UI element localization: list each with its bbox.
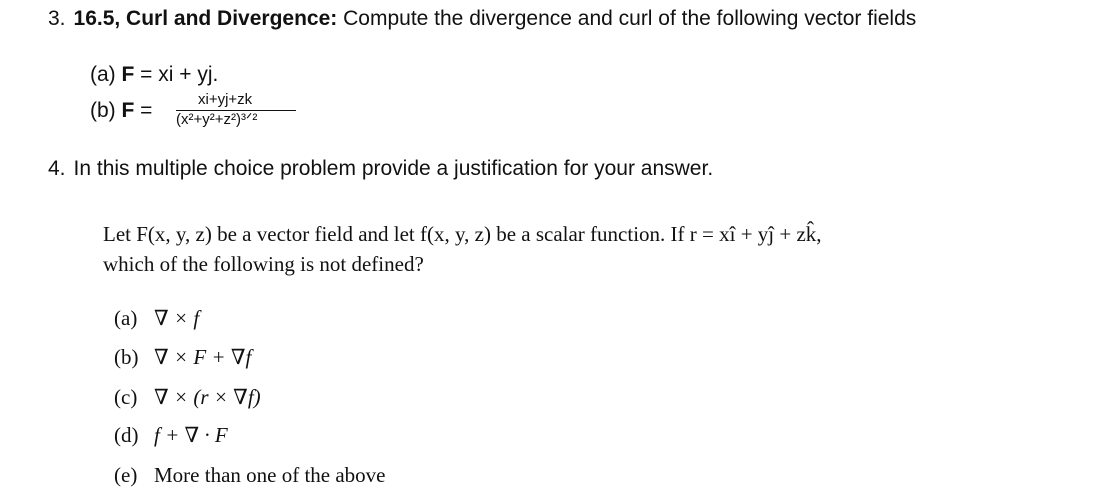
fraction-denominator: (x²+y²+z²)³ᐟ² <box>176 111 258 128</box>
part-b <box>90 97 152 125</box>
question-line-2: which of the following is not defined? <box>103 252 424 276</box>
choice-c <box>114 383 261 411</box>
vector-F: F <box>121 99 135 122</box>
problem-3-heading <box>48 5 916 33</box>
fraction-numerator: xi+yj+zk <box>198 91 253 108</box>
problem-instruction: Compute the divergence and curl of the following vector fields <box>343 7 917 30</box>
choice-e <box>114 461 386 489</box>
equals-sign: = <box>134 63 159 86</box>
part-a <box>90 61 218 89</box>
section-title: 16.5, Curl and Divergence: <box>73 7 338 30</box>
choice-expression: ∇ × f <box>154 306 200 330</box>
equals-sign: = <box>134 99 153 122</box>
vector-F: F <box>121 63 135 86</box>
field-expression: xi + yj. <box>158 63 219 86</box>
choice-b <box>114 343 251 371</box>
choice-d <box>114 421 228 449</box>
choice-label: (e) <box>114 463 138 487</box>
choice-label: (d) <box>114 423 139 447</box>
problem-number: 3. <box>48 7 66 30</box>
choice-expression: ∇ × (r × ∇f) <box>154 385 261 409</box>
choice-label: (c) <box>114 385 138 409</box>
problem-instruction: In this multiple choice problem provide a justification for your answer. <box>73 157 714 180</box>
problem-4-heading <box>48 155 713 183</box>
choice-label: (a) <box>114 306 138 330</box>
choice-expression: More than one of the above <box>154 463 386 487</box>
choice-expression: f + ∇ · F <box>154 423 228 447</box>
question-line-1: Let F(x, y, z) be a vector field and let f(x, y, z) be a scalar function. If r = xî + yĵ + zk̂, <box>103 222 822 246</box>
part-label: (a) <box>90 63 116 86</box>
problem-number: 4. <box>48 157 66 180</box>
choice-label: (b) <box>114 345 139 369</box>
part-label: (b) <box>90 99 116 122</box>
choice-a <box>114 304 199 332</box>
choice-expression: ∇ × F + ∇f <box>154 345 252 369</box>
